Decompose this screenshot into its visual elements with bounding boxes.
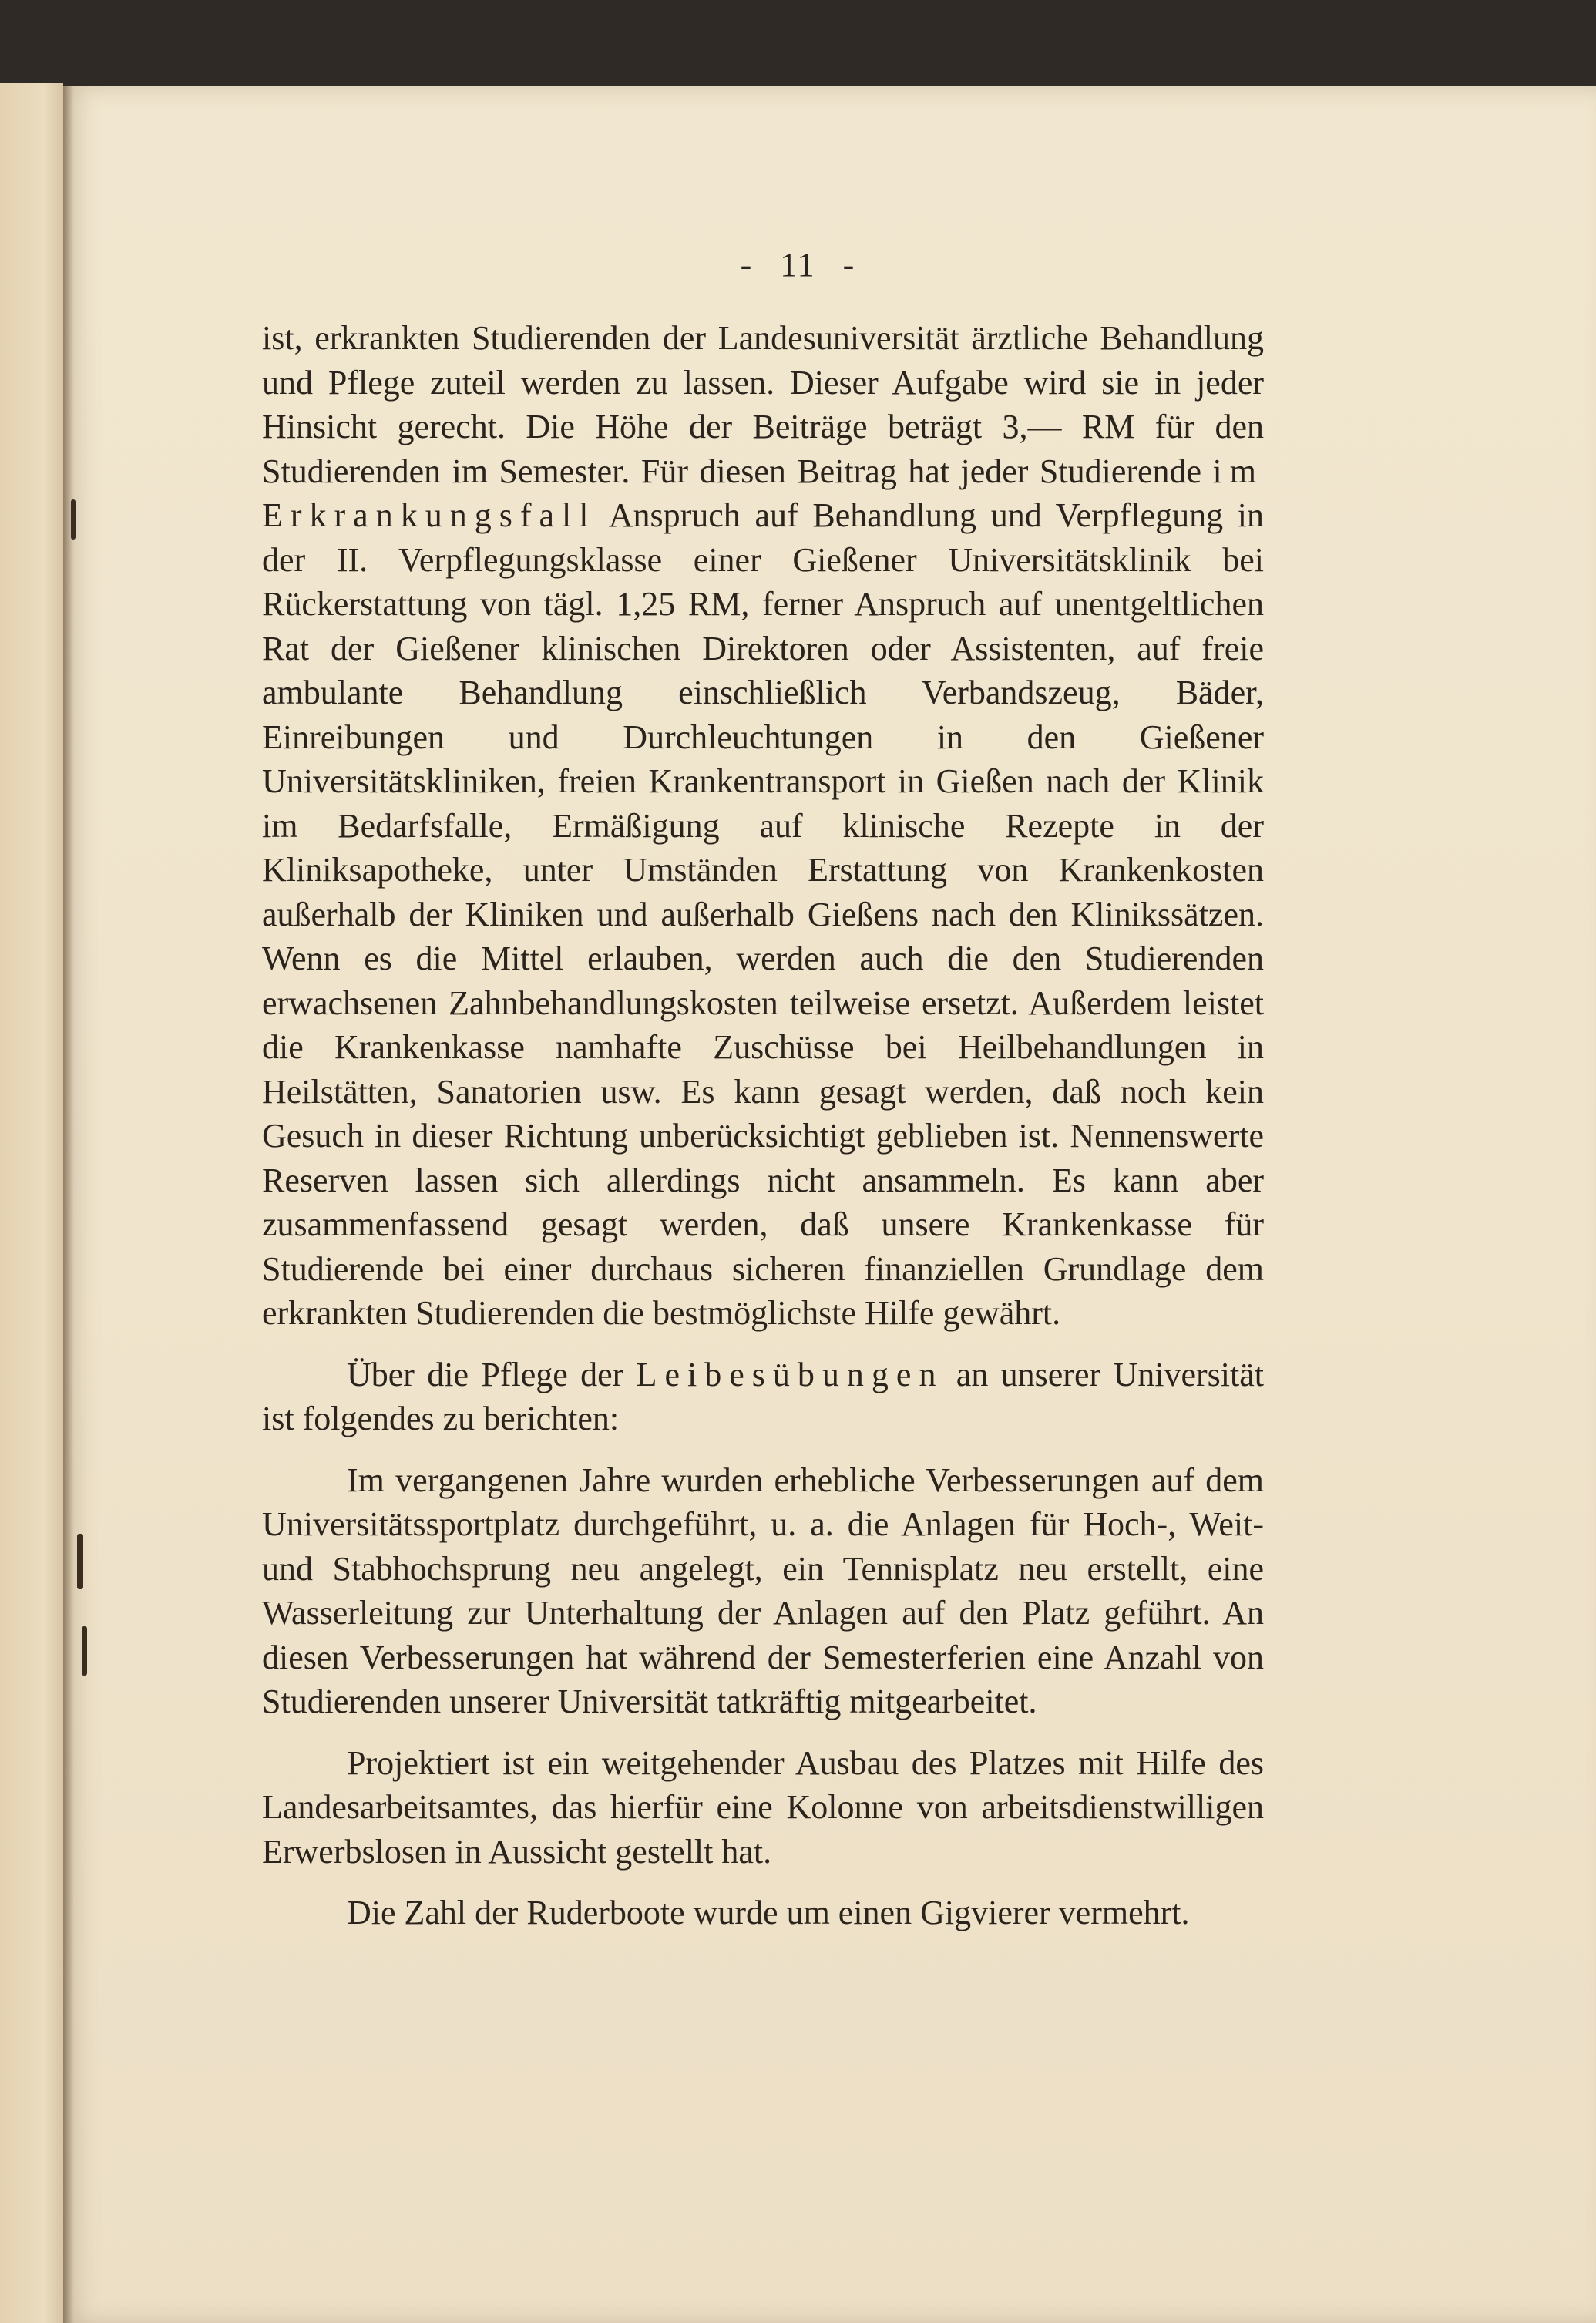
text-run: ist, erkrankten Studierenden der Landesuniversität ärztliche Behandlung und Pflege zuteil werden zu lassen. Dieser Aufgabe wird sie in jeder Hinsicht gerecht. Die Höhe der Beiträge beträgt 3,— RM für den Studierenden im Semester. Für diesen Beitrag hat jeder Studierende xyxy=(262,319,1264,490)
text-run: Über die Pflege der xyxy=(347,1355,637,1393)
page-number: - 11 - xyxy=(740,246,856,284)
text-run: Projektiert ist ein weitgehender Ausbau des Platzes mit Hilfe des Landesarbeitsamtes, das hierfür eine Kolonne von arbeitsdienstwilligen Erwerbslosen in Aussicht gestellt hat. xyxy=(262,1743,1264,1871)
text-run: Die Zahl der Ruderboote wurde um einen Gigvierer vermehrt. xyxy=(347,1894,1190,1931)
text-run: an unserer Universität ist folgendes zu berichten: xyxy=(262,1355,1264,1437)
paragraph xyxy=(262,1458,1264,1724)
facing-page-edge xyxy=(0,83,63,2323)
margin-mark xyxy=(77,1534,83,1589)
text-run: Im vergangenen Jahre wurden erhebliche Verbesserungen auf dem Universitätssportplatz durchgeführt, u. a. die Anlagen für Hoch-, Weit- und Stabhochsprung neu angelegt, ein Tennisplatz neu erstellt, eine Wasserleitung zur Unterhaltung der Anlagen auf den Platz geführt. An diesen Verbesserungen hat während der Semesterferien eine Anzahl von Studierenden unserer Universität tatkräftig mitgearbeitet. xyxy=(262,1461,1264,1720)
body-text xyxy=(262,316,1264,1935)
paragraph xyxy=(262,1353,1264,1441)
paragraph xyxy=(262,1741,1264,1874)
margin-mark xyxy=(71,499,76,540)
text-run: Anspruch auf Behandlung und Verpflegung in der II. Verpflegungsklasse einer Gießener Universitätsklinik bei Rückerstattung von tägl. 1,25 RM, ferner Anspruch auf unentgeltlichen Rat der Gießener klinischen Direktoren oder Assistenten, auf freie ambulante Behandlung einschließlich Verbandszeug, Bäder, Einreibungen und Durchleuchtungen in den Gießener Universitätskliniken, freien Krankentransport in Gießen nach der Klinik im Bedarfsfalle, Ermäßigung auf klinische Rezepte in der Kliniksapotheke, unter Umständen Erstattung von Krankenkosten außerhalb der Kliniken und außerhalb Gießens nach den Klinikssätzen. Wenn es die Mittel erlauben, werden auch die den Studierenden erwachsenen Zahnbehandlungskosten teilweise ersetzt. Außerdem leistet die Krankenkasse namhafte Zuschüsse bei Heilbehandlungen in Heilstätten, Sanatorien usw. Es kann gesagt werden, daß noch kein Gesuch in dieser Richtung unberücksichtigt geblieben ist. Nennenswerte Reserven lassen sich allerdings nicht ansammeln. Es kann aber zusammenfassend gesagt werden, daß unsere Krankenkasse für Studierende bei einer durchaus sicheren finanziellen Grundlage dem erkrankten Studierenden die bestmöglichste Hilfe gewährt. xyxy=(262,496,1264,1332)
margin-mark xyxy=(82,1626,87,1676)
spaced-text-run: Leibesübungen xyxy=(636,1355,944,1393)
paragraph xyxy=(262,1891,1264,1935)
spaced-text-run: im Erkrankungsfall xyxy=(262,452,1264,534)
page-gutter-shadow xyxy=(63,86,74,2323)
paragraph xyxy=(262,316,1264,1336)
